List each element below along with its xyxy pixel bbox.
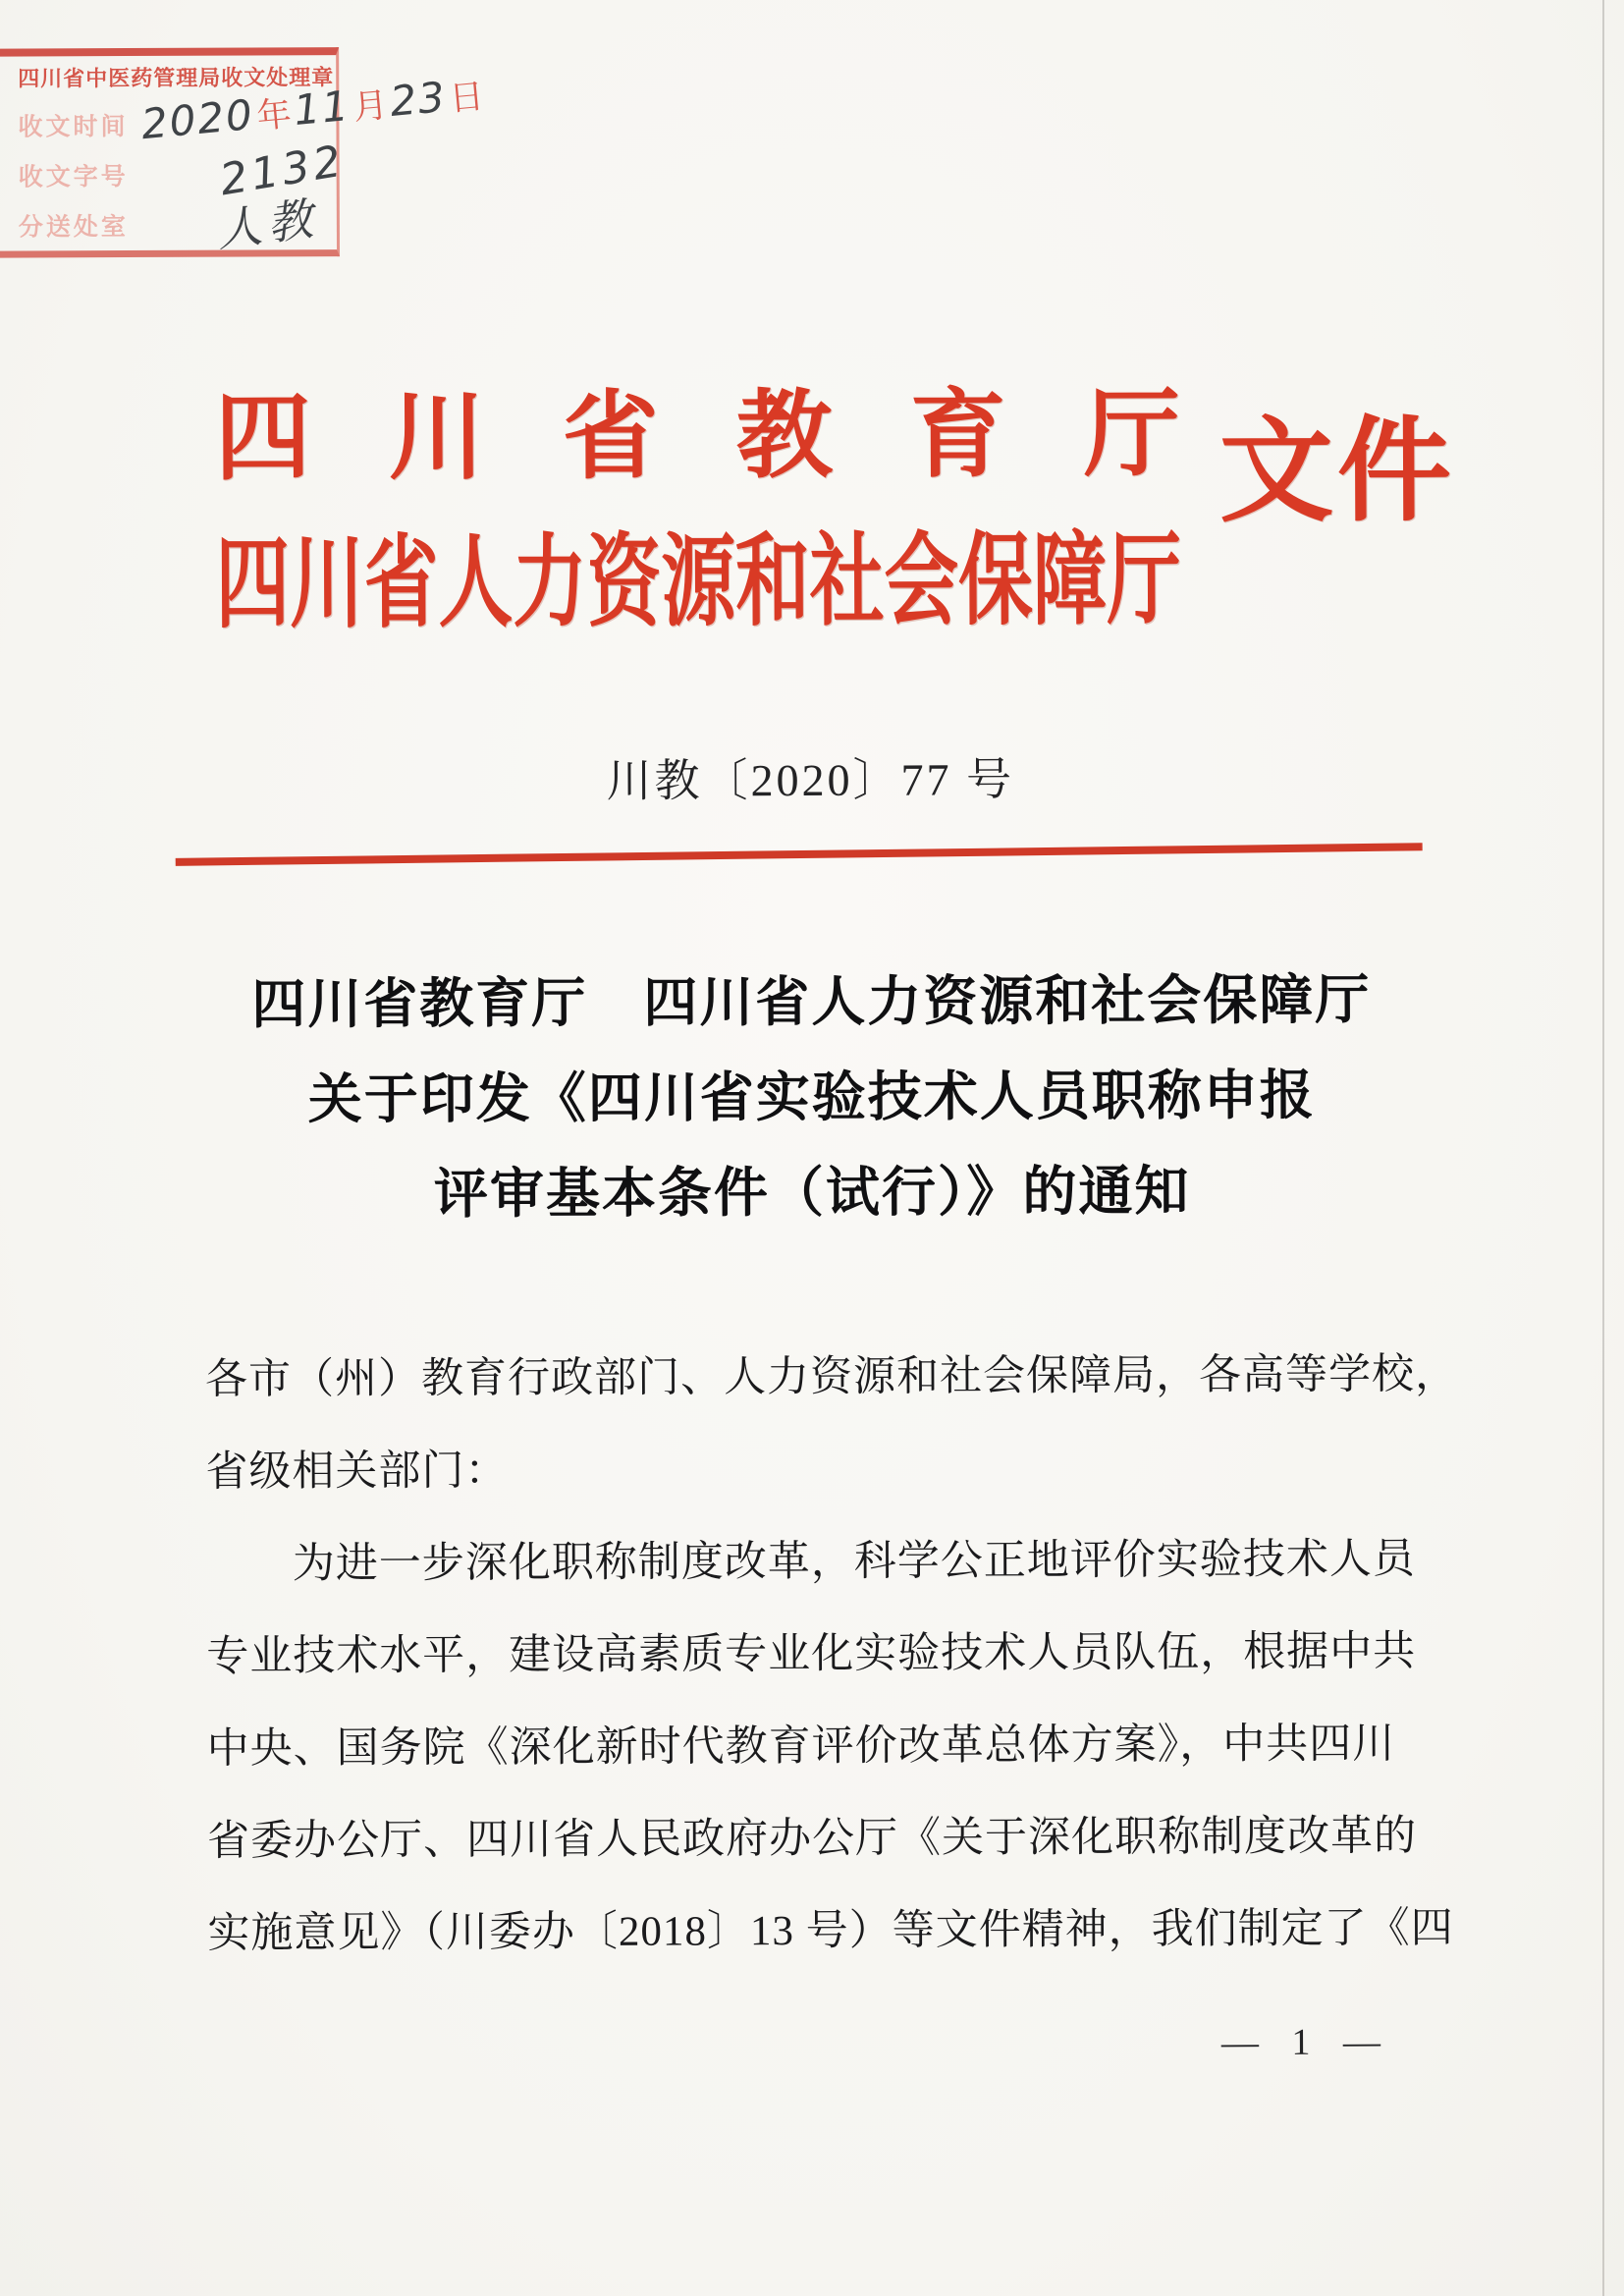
- body-paragraph-line-1: 为进一步深化职称制度改革，科学公正地评价实验技术人员: [292, 1536, 1416, 1588]
- document-body: [204, 1329, 1459, 1980]
- stamp-row-routed-office: 分送处室: [18, 213, 129, 242]
- document-title-line-1: 四川省教育厅 四川省人力资源和社会保障厅: [251, 969, 1372, 1035]
- stamp-year-unit: 年: [254, 94, 294, 137]
- stamp-row-document-number: 收文字号: [18, 163, 129, 191]
- scanner-edge-artifact: [1602, 0, 1604, 2296]
- stamp-day-unit: 日: [448, 77, 486, 119]
- red-divider-rule: [176, 843, 1423, 866]
- body-paragraph-line-5: 实施意见》（川委办〔2018〕13 号）等文件精神，我们制定了《四: [207, 1905, 1454, 1957]
- body-paragraph-line-3: 中央、国务院《深化新时代教育评价改革总体方案》，中共四川: [206, 1721, 1396, 1773]
- letterhead-document-word: 文件: [1218, 410, 1456, 537]
- letterhead: [214, 382, 1259, 640]
- body-paragraph-line-4: 省委办公厅、四川省人民政府办公厅《关于深化职称制度改革的: [206, 1813, 1418, 1865]
- page-number: — 1 —: [1220, 2021, 1393, 2064]
- body-salutation-line-1: 各市（州）教育行政部门、人力资源和社会保障局，各高等学校，: [204, 1351, 1459, 1403]
- letterhead-agency-2: 四川省人力资源和社会保障厅: [215, 522, 1182, 640]
- handwritten-year: 2020: [138, 89, 256, 149]
- document-reference-number: 川教〔2020〕77 号: [606, 754, 1015, 806]
- handwritten-month: 11: [292, 81, 352, 135]
- document-title: [0, 951, 1624, 1243]
- stamp-row-received-date: 收文时间: [18, 113, 129, 141]
- handwritten-register-number: 2132: [216, 136, 349, 206]
- stamp-month-unit: 月: [352, 85, 390, 128]
- document-title-line-3: 评审基本条件（试行）》的通知: [433, 1161, 1191, 1225]
- handwritten-department: 人教: [213, 191, 322, 257]
- stamp-title: 四川省中医药管理局收文处理章: [18, 65, 335, 91]
- letterhead-agency-1: 四川省教育厅: [214, 382, 1259, 493]
- body-paragraph-line-2: 专业技术水平，建设高素质专业化实验技术人员队伍，根据中共: [206, 1628, 1417, 1680]
- body-salutation-line-2: 省级相关部门：: [205, 1448, 509, 1496]
- handwritten-day: 23: [388, 72, 449, 126]
- document-title-line-2: 关于印发《四川省实验技术人员职称申报: [307, 1065, 1316, 1130]
